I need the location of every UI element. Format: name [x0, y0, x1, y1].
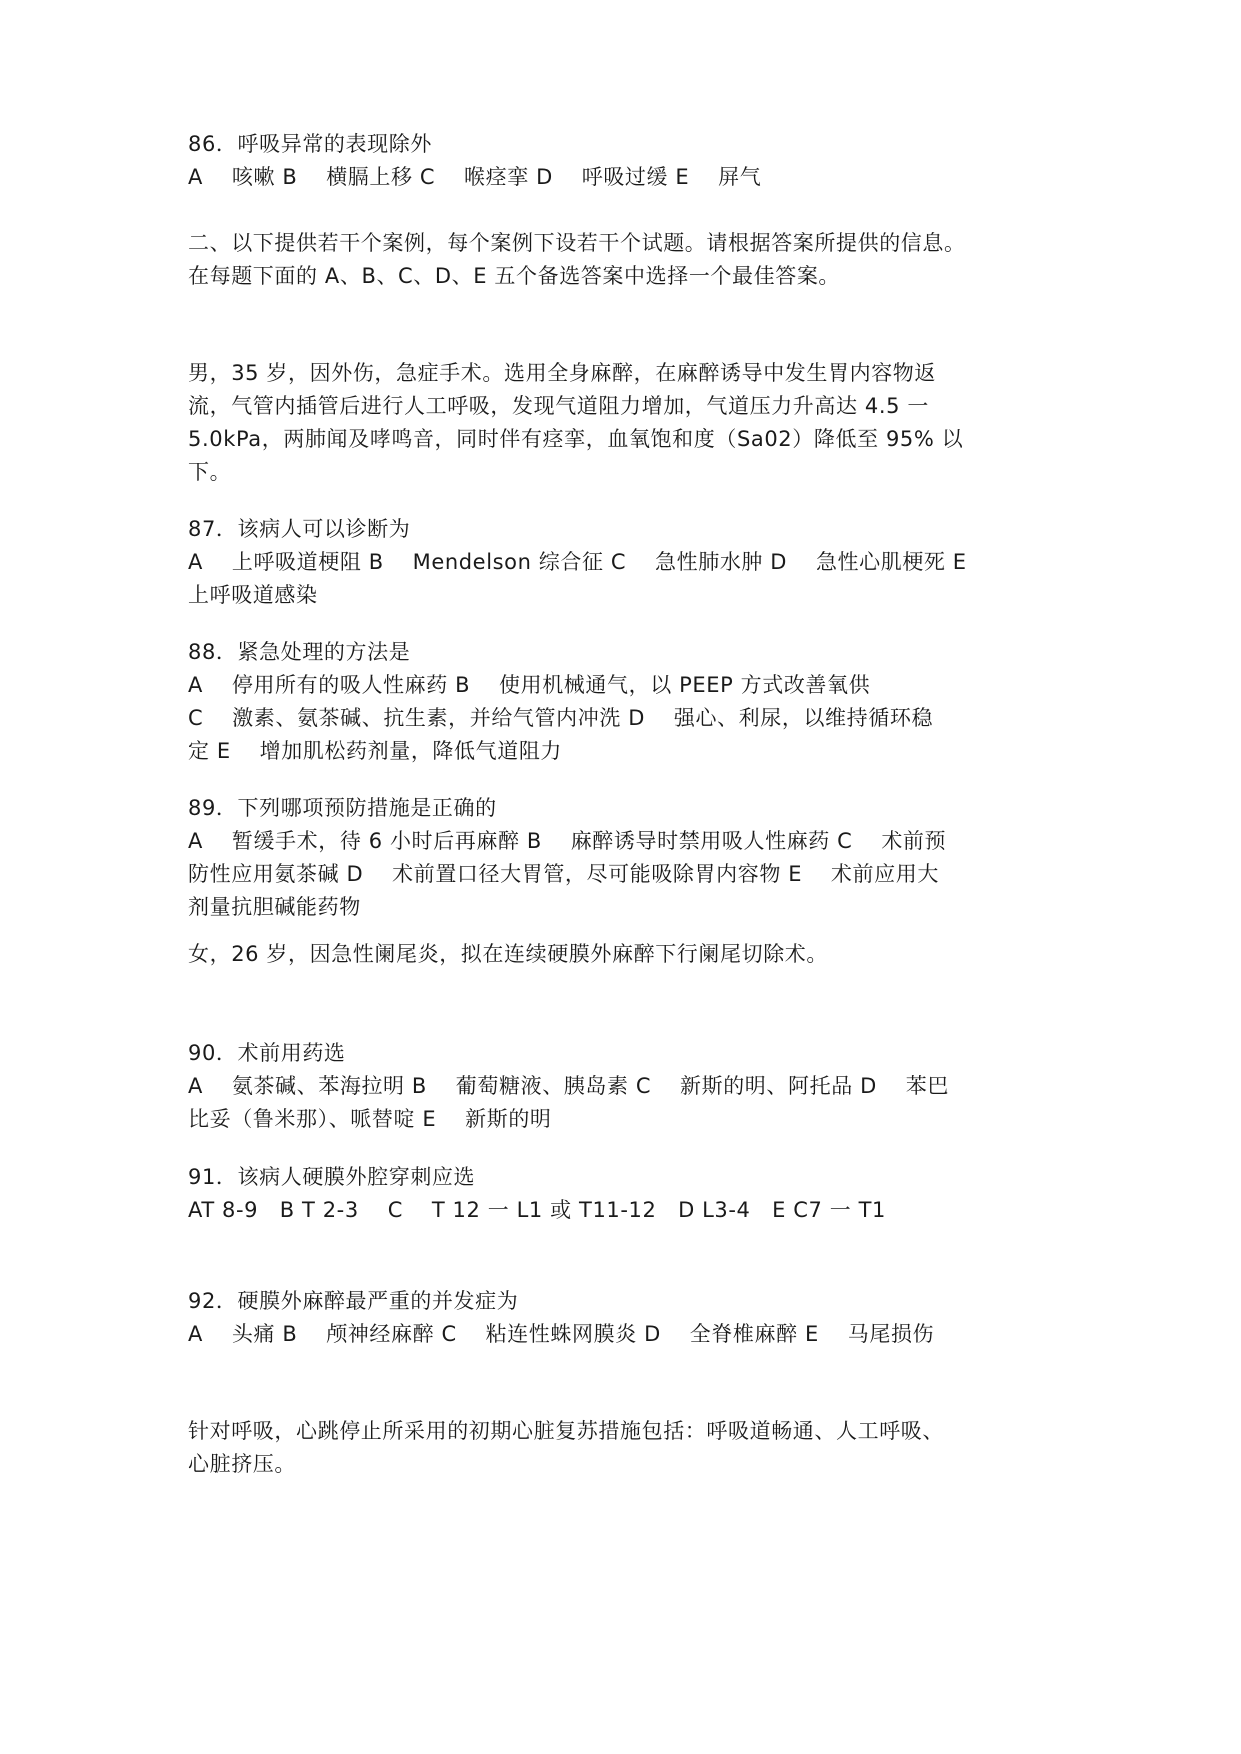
question-89-line-3: 防性应用氨茶碱 D 术前置口径大胃管，尽可能吸除胃内容物 E 术前应用大 — [188, 862, 939, 886]
question-87 — [188, 513, 1058, 612]
question-86-line-2: A 咳嗽 B 横膈上移 C 喉痉挛 D 呼吸过缓 E 屏气 — [188, 165, 762, 189]
question-89-line-4: 剂量抗胆碱能药物 — [188, 895, 361, 919]
case-1-description-line-3: 5.0kPa，两肺闻及哮鸣音，同时伴有痉挛，血氧饱和度（Sa02）降低至 95% 以 — [188, 427, 964, 451]
cpr-note — [188, 1415, 1058, 1481]
question-89 — [188, 792, 1058, 924]
question-86 — [188, 128, 1058, 194]
case-1-description — [188, 357, 1058, 489]
question-88-line-4: 定 E 增加肌松药剂量，降低气道阻力 — [188, 739, 563, 763]
section-instructions-line-2: 在每题下面的 A、B、C、D、E 五个备选答案中选择一个最佳答案。 — [188, 264, 841, 288]
cpr-note-line-1: 针对呼吸，心跳停止所采用的初期心脏复苏措施包括：呼吸道畅通、人工呼吸、 — [188, 1419, 944, 1443]
case-2-description — [188, 938, 1058, 971]
question-88-line-3: C 激素、氨茶碱、抗生素，并给气管内冲洗 D 强心、利尿，以维持循环稳 — [188, 706, 934, 730]
question-90-line-2: A 氨茶碱、苯海拉明 B 葡萄糖液、胰岛素 C 新斯的明、阿托品 D 苯巴 — [188, 1074, 949, 1098]
question-87-line-1: 87．该病人可以诊断为 — [188, 517, 411, 541]
question-91-line-1: 91．该病人硬膜外腔穿刺应选 — [188, 1165, 476, 1189]
question-90 — [188, 1037, 1058, 1136]
question-88-line-1: 88．紧急处理的方法是 — [188, 640, 411, 664]
cpr-note-line-2: 心脏挤压。 — [188, 1452, 296, 1476]
question-92-line-1: 92．硬膜外麻醉最严重的并发症为 — [188, 1289, 519, 1313]
question-89-line-2: A 暂缓手术，待 6 小时后再麻醉 B 麻醉诱导时禁用吸人性麻药 C 术前预 — [188, 829, 947, 853]
question-89-line-1: 89．下列哪项预防措施是正确的 — [188, 796, 497, 820]
question-87-line-2: A 上呼吸道梗阻 B Mendelson 综合征 C 急性肺水肿 D 急性心肌梗死 E — [188, 550, 967, 574]
question-88-line-2: A 停用所有的吸人性麻药 B 使用机械通气，以 PEEP 方式改善氧供 — [188, 673, 871, 697]
question-90-line-1: 90．术前用药选 — [188, 1041, 346, 1065]
case-2-description-line-1: 女，26 岁，因急性阑尾炎，拟在连续硬膜外麻醉下行阑尾切除术。 — [188, 942, 828, 966]
section-instructions — [188, 227, 1058, 293]
case-1-description-line-4: 下。 — [188, 460, 232, 484]
question-86-line-1: 86．呼吸异常的表现除外 — [188, 132, 432, 156]
question-88 — [188, 636, 1058, 768]
question-87-line-3: 上呼吸道感染 — [188, 583, 318, 607]
section-instructions-line-1: 二、以下提供若干个案例，每个案例下设若干个试题。请根据答案所提供的信息。 — [188, 231, 966, 255]
question-92-line-2: A 头痛 B 颅神经麻醉 C 粘连性蛛网膜炎 D 全脊椎麻醉 E 马尾损伤 — [188, 1322, 935, 1346]
question-91-line-2: AT 8-9 B T 2-3 C T 12 一 L1 或 T11-12 D L3-4 E C7 一 T1 — [188, 1198, 887, 1222]
question-91 — [188, 1161, 1058, 1227]
case-1-description-line-2: 流，气管内插管后进行人工呼吸，发现气道阻力增加，气道压力升高达 4.5 一 — [188, 394, 929, 418]
case-1-description-line-1: 男，35 岁，因外伤，急症手术。选用全身麻醉，在麻醉诱导中发生胃内容物返 — [188, 361, 936, 385]
question-90-line-3: 比妥（鲁米那）、哌替啶 E 新斯的明 — [188, 1107, 552, 1131]
question-92 — [188, 1285, 1058, 1351]
